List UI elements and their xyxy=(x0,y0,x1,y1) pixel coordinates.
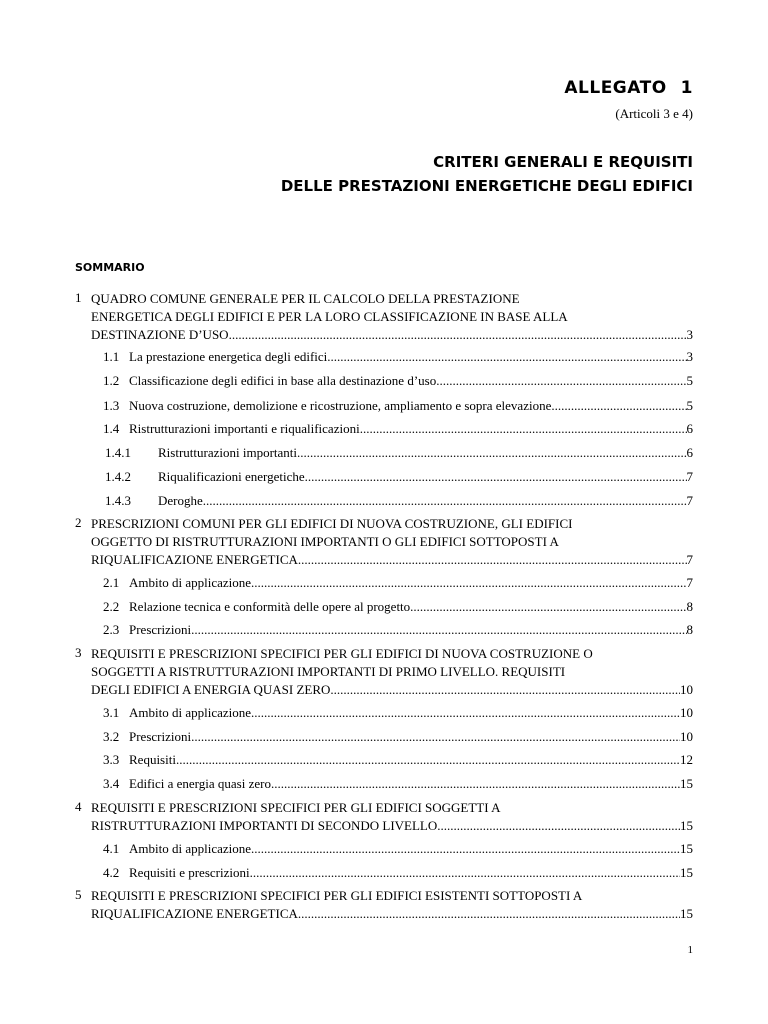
dot-leader xyxy=(298,551,687,569)
toc-label: Nuova costruzione, demolizione e ricostruzione, ampliamento e sopra elevazione xyxy=(129,398,552,413)
toc-item-3-1[interactable] xyxy=(103,704,693,722)
toc-line: PRESCRIZIONI COMUNI PER GLI EDIFICI DI NUOVA COSTRUZIONE, GLI EDIFICI xyxy=(91,516,573,531)
toc-number: 5 xyxy=(75,887,82,902)
toc-number: 2.1 xyxy=(103,575,120,590)
toc-label: Ambito di applicazione xyxy=(129,841,252,856)
toc-page: 6 xyxy=(686,445,693,460)
toc-number: 4 xyxy=(75,799,82,814)
toc-page: 7 xyxy=(686,552,693,567)
toc-page: 6 xyxy=(686,421,693,436)
toc-line: REQUISITI E PRESCRIZIONI SPECIFICI PER GLI EDIFICI ESISTENTI SOTTOPOSTI A xyxy=(91,888,583,903)
toc-page: 8 xyxy=(686,599,693,614)
toc-label: Requisiti e prescrizioni xyxy=(129,865,250,880)
document-title-line1: CRITERI GENERALI E REQUISITI xyxy=(433,153,693,171)
toc-number: 1.4.1 xyxy=(105,445,131,460)
toc-number: 1.4.3 xyxy=(105,493,131,508)
toc-item-2-2[interactable] xyxy=(103,598,693,616)
toc-section-1[interactable] xyxy=(75,290,693,344)
toc-line: RISTRUTTURAZIONI IMPORTANTI DI SECONDO LIVELLO xyxy=(91,818,438,833)
toc-item-1-3[interactable] xyxy=(103,397,693,415)
toc-page: 10 xyxy=(680,682,693,697)
toc-number: 4.2 xyxy=(103,865,120,880)
toc-item-1-1[interactable] xyxy=(103,348,693,366)
toc-item-1-4[interactable] xyxy=(103,420,693,438)
toc-item-1-2[interactable] xyxy=(103,372,693,390)
toc-label: Riqualificazioni energetiche xyxy=(158,469,305,484)
toc-label: Ristrutturazioni importanti e riqualificazioni xyxy=(129,421,360,436)
toc-item-1-4-3[interactable] xyxy=(105,492,693,510)
toc-number: 3.4 xyxy=(103,776,120,791)
toc-number: 1.2 xyxy=(103,373,120,388)
toc-page: 15 xyxy=(680,776,693,791)
toc-line: DEGLI EDIFICI A ENERGIA QUASI ZERO. xyxy=(91,682,334,697)
toc-label: Ristrutturazioni importanti xyxy=(158,445,298,460)
dot-leader xyxy=(191,728,680,746)
toc-page: 3 xyxy=(686,349,693,364)
toc-section-3[interactable] xyxy=(75,645,693,699)
dot-leader xyxy=(250,864,680,882)
toc-line: OGGETTO DI RISTRUTTURAZIONI IMPORTANTI O GLI EDIFICI SOTTOPOSTI A xyxy=(91,534,559,549)
toc-number: 3.2 xyxy=(103,729,120,744)
toc-page: 3 xyxy=(686,327,693,342)
toc-item-1-4-1[interactable] xyxy=(105,444,693,462)
toc-number: 1.4.2 xyxy=(105,469,131,484)
toc-item-3-4[interactable] xyxy=(103,775,693,793)
dot-leader xyxy=(437,817,680,835)
toc-item-1-4-2[interactable] xyxy=(105,468,693,486)
dot-leader xyxy=(251,840,680,858)
toc-label: Prescrizioni xyxy=(129,622,192,637)
toc-number: 1 xyxy=(75,290,82,305)
toc-section-2[interactable] xyxy=(75,515,693,569)
toc-number: 1.3 xyxy=(103,398,120,413)
dot-leader xyxy=(305,468,687,486)
toc-number: 1.1 xyxy=(103,349,120,364)
dot-leader xyxy=(176,751,680,769)
document-title-line2: DELLE PRESTAZIONI ENERGETICHE DEGLI EDIFICI xyxy=(280,177,693,195)
toc-number: 3.3 xyxy=(103,752,120,767)
toc-number: 1.4 xyxy=(103,421,120,436)
toc-line: RIQUALIFICAZIONE ENERGETICA xyxy=(91,552,298,567)
dot-leader xyxy=(410,598,686,616)
allegato-label: ALLEGATO xyxy=(564,78,667,98)
toc-section-5[interactable] xyxy=(75,887,693,923)
dot-leader xyxy=(436,372,686,390)
toc-label: Ambito di applicazione xyxy=(129,575,252,590)
dot-leader xyxy=(327,348,686,366)
toc-page: 5 xyxy=(686,398,693,413)
toc-item-2-3[interactable] xyxy=(103,621,693,639)
toc-page: 5 xyxy=(686,373,693,388)
toc-page: 15 xyxy=(680,865,693,880)
toc-number: 2.2 xyxy=(103,599,120,614)
toc-number: 2 xyxy=(75,515,82,530)
toc-item-4-2[interactable] xyxy=(103,864,693,882)
toc-item-3-2[interactable] xyxy=(103,728,693,746)
allegato-number: 1 xyxy=(680,78,693,98)
toc-label: Prescrizioni xyxy=(129,729,192,744)
toc-line: SOGGETTI A RISTRUTTURAZIONI IMPORTANTI DI PRIMO LIVELLO. REQUISITI xyxy=(91,664,566,679)
toc-label: La prestazione energetica degli edifici xyxy=(129,349,328,364)
sommario-heading: SOMMARIO xyxy=(75,261,145,274)
dot-leader xyxy=(251,704,680,722)
dot-leader xyxy=(360,420,687,438)
dot-leader xyxy=(551,397,686,415)
page-number: 1 xyxy=(687,944,693,956)
toc-page: 12 xyxy=(680,752,693,767)
toc-page: 15 xyxy=(680,818,693,833)
toc-number: 4.1 xyxy=(103,841,120,856)
toc-label: Edifici a energia quasi zero xyxy=(129,776,271,791)
toc-page: 10 xyxy=(680,705,693,720)
toc-label: Relazione tecnica e conformità delle opere al progetto xyxy=(129,599,411,614)
allegato-heading xyxy=(564,78,693,98)
articoli-reference: (Articoli 3 e 4) xyxy=(615,106,693,121)
toc-page: 7 xyxy=(686,575,693,590)
toc-page: 15 xyxy=(680,841,693,856)
dot-leader xyxy=(251,574,686,592)
toc-page: 8 xyxy=(686,622,693,637)
toc-label: Deroghe xyxy=(158,493,203,508)
dot-leader xyxy=(271,775,680,793)
toc-label: Requisiti xyxy=(129,752,176,767)
toc-section-4[interactable] xyxy=(75,799,693,835)
toc-item-2-1[interactable] xyxy=(103,574,693,592)
dot-leader xyxy=(298,905,680,923)
toc-page: 7 xyxy=(686,469,693,484)
dot-leader xyxy=(297,444,686,462)
toc-number: 2.3 xyxy=(103,622,120,637)
toc-line: ENERGETICA DEGLI EDIFICI E PER LA LORO CLASSIFICAZIONE IN BASE ALLA xyxy=(91,309,568,324)
dot-leader xyxy=(203,492,687,510)
toc-line: REQUISITI E PRESCRIZIONI SPECIFICI PER GLI EDIFICI SOGGETTI A xyxy=(91,800,501,815)
dot-leader xyxy=(334,681,680,699)
toc-label: Ambito di applicazione xyxy=(129,705,252,720)
toc-number: 3 xyxy=(75,645,82,660)
dot-leader xyxy=(191,621,686,639)
toc-line: DESTINAZIONE D’USO xyxy=(91,327,229,342)
toc-page: 10 xyxy=(680,729,693,744)
toc-page: 15 xyxy=(680,906,693,921)
toc-line: RIQUALIFICAZIONE ENERGETICA xyxy=(91,906,298,921)
dot-leader xyxy=(229,326,687,344)
toc-item-3-3[interactable] xyxy=(103,751,693,769)
toc-label: Classificazione degli edifici in base alla destinazione d’uso xyxy=(129,373,437,388)
toc-page: 7 xyxy=(686,493,693,508)
toc-line: REQUISITI E PRESCRIZIONI SPECIFICI PER GLI EDIFICI DI NUOVA COSTRUZIONE O xyxy=(91,646,593,661)
toc-line: QUADRO COMUNE GENERALE PER IL CALCOLO DELLA PRESTAZIONE xyxy=(91,291,520,306)
toc-item-4-1[interactable] xyxy=(103,840,693,858)
toc-number: 3.1 xyxy=(103,705,120,720)
